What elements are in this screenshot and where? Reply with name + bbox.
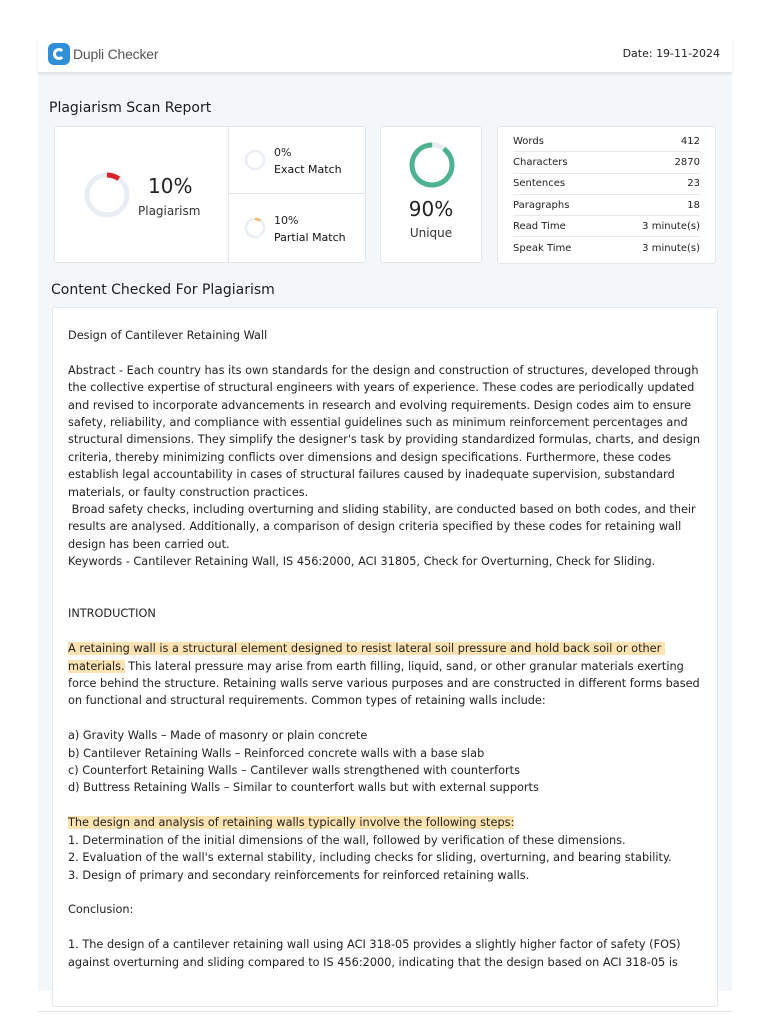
blank-line — [68, 623, 708, 640]
introduction-paragraph — [68, 640, 708, 710]
conclusion-heading: Conclusion: — [68, 903, 134, 917]
stat-value: 412 — [680, 135, 700, 147]
exact-match-label: Exact Match — [274, 163, 342, 176]
unique-label: Unique — [409, 226, 453, 240]
stat-value: 3 minute(s) — [642, 242, 700, 254]
date-value: 19-11-2024 — [656, 47, 720, 60]
stat-row — [513, 195, 700, 216]
logo-icon — [48, 43, 70, 65]
exact-match-percent: 0% — [274, 146, 292, 159]
plagiarism-label: Plagiarism — [138, 204, 201, 218]
blank-line — [68, 919, 708, 936]
stat-row — [513, 216, 700, 237]
report-header — [38, 36, 732, 72]
stat-row — [513, 237, 700, 258]
stat-label: Words — [513, 135, 544, 147]
partial-match-panel — [229, 195, 366, 262]
date-label: Date: — [622, 47, 653, 60]
stat-label: Sentences — [513, 178, 566, 190]
steps-intro — [68, 814, 708, 831]
stat-label: Paragraphs — [513, 199, 570, 211]
stat-label: Characters — [513, 156, 568, 168]
document-title: Design of Cantilever Retaining Wall — [68, 329, 268, 342]
stat-row — [513, 174, 700, 195]
logo-text: Dupli Checker — [73, 46, 159, 62]
blank-line — [68, 588, 708, 605]
list-item: c) Counterfort Retaining Walls – Cantilever walls strengthened with counterforts — [68, 764, 520, 778]
stat-value: 2870 — [674, 156, 700, 168]
plagiarism-donut-chart — [83, 171, 131, 219]
footer-divider — [38, 1011, 732, 1012]
list-item: a) Gravity Walls – Made of masonry or plain concrete — [68, 729, 368, 743]
blank-line — [68, 710, 708, 727]
checked-content-box — [52, 307, 718, 1007]
report-page — [38, 36, 732, 991]
blank-line — [68, 571, 708, 588]
list-item: 2. Evaluation of the wall's external stability, including checks for sliding, overturning, and bearing stability. — [68, 851, 672, 865]
stat-row — [513, 152, 700, 173]
stat-value: 3 minute(s) — [642, 220, 700, 232]
stat-value: 23 — [687, 178, 700, 190]
list-item: 3. Design of primary and secondary reinforcements for reinforced retaining walls. — [68, 868, 530, 882]
keywords-paragraph: Keywords - Cantilever Retaining Wall, IS 456:2000, ACI 31805, Check for Overturning, Check for Sliding. — [68, 555, 656, 569]
list-item: b) Cantilever Retaining Walls – Reinforced concrete walls with a base slab — [68, 746, 485, 760]
introduction-heading: INTRODUCTION — [68, 607, 156, 621]
plagiarism-score-panel — [55, 127, 229, 262]
stat-value: 18 — [687, 199, 700, 211]
report-date — [623, 47, 720, 60]
unique-ring-fill — [408, 141, 456, 189]
paragraph-text: This lateral pressure may arise from earth filling, liquid, sand, or other granular materials exerting force behind the structure. Retaining walls serve various purposes and are constructed in different forms based on functional and structural requirements. Common types of retaining walls include: — [68, 659, 704, 708]
abstract-paragraph: Abstract - Each country has its own standards for the design and construction of structures, developed through the collective expertise of structural engineers with years of experience. These codes are periodically updated and revised to incorporate advancements in research and evolving requirements. Design codes aim to ensure safety, reliability, and compliance with essential guidelines such as minimum reinforcement percentages and structural dimensions. They simplify the designer's task by providing standardized formulas, charts, and design criteria, thereby minimizing conflicts over dimensions and design specifications. Furthermore, these codes establish legal accountability in cases of structural failures caused by inadequate supervision, substandard materials, or faulty construction practices. — [68, 363, 704, 499]
partial-match-label: Partial Match — [274, 231, 346, 244]
plagiarism-percent: 10% — [148, 174, 193, 198]
plagiarism-highlight[interactable]: A retaining wall is a structural element designed to resist lateral soil pressure and hold back soil or other materials. — [68, 642, 665, 673]
conclusion-paragraph: 1. The design of a cantilever retaining wall using ACI 318-05 provides a slightly higher factor of safety (FOS) against overturning and sliding compared to IS 456:2000, indicating that the design based on ACI 318-05 is — [68, 938, 685, 969]
blank-line — [68, 797, 708, 814]
blank-line — [68, 884, 708, 901]
unique-percent: 90% — [408, 197, 454, 221]
partial-match-ring-icon — [244, 217, 266, 239]
text-statistics-card — [497, 126, 716, 264]
plagiarism-highlight[interactable]: The design and analysis of retaining walls typically involve the following steps: — [68, 816, 515, 830]
checked-content-text — [68, 327, 708, 971]
report-title: Plagiarism Scan Report — [49, 100, 212, 116]
plagiarism-ring-track — [87, 175, 127, 215]
content-section-title: Content Checked For Plagiarism — [51, 282, 275, 298]
duplichecker-logo — [48, 43, 158, 65]
plagiarism-summary-card — [54, 126, 366, 263]
exact-match-ring-icon — [244, 149, 266, 171]
stat-row — [513, 131, 700, 152]
list-item: d) Buttress Retaining Walls – Similar to counterfort walls but with external supports — [68, 781, 539, 795]
list-item: 1. Determination of the initial dimensions of the wall, followed by verification of these dimensions. — [68, 833, 626, 847]
blank-line — [68, 344, 708, 361]
unique-donut-chart — [408, 141, 456, 189]
stat-label: Speak Time — [513, 242, 572, 254]
abstract-paragraph: Broad safety checks, including overturning and sliding stability, are conducted based on both codes, and their results are analysed. Additionally, a comparison of design criteria specified by these codes for retaining wall design has been carried out. — [68, 503, 700, 551]
partial-match-percent: 10% — [274, 214, 299, 227]
exact-match-panel — [229, 127, 366, 194]
stat-label: Read Time — [513, 220, 566, 232]
unique-summary-card — [380, 126, 482, 263]
